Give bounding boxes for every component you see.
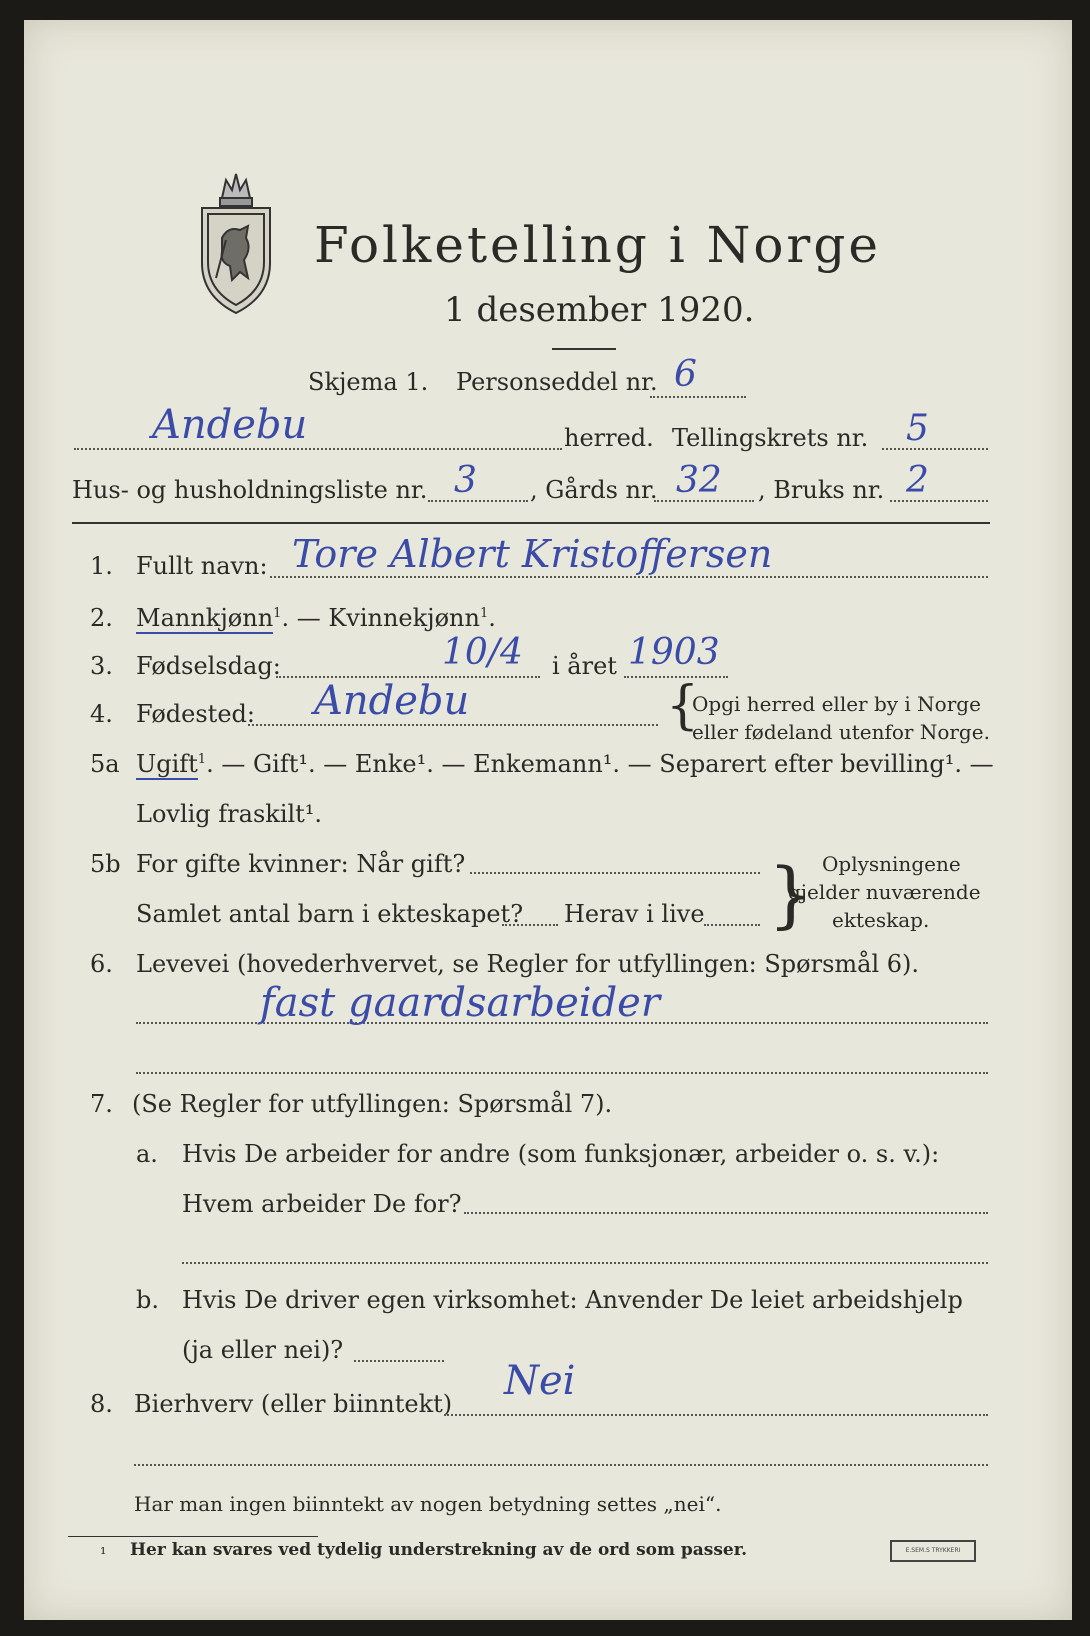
- q1-line: [270, 576, 988, 578]
- bruks-value[interactable]: 2: [906, 460, 929, 501]
- q1-label: Fullt navn:: [136, 552, 268, 580]
- occupation-value[interactable]: fast gaardsarbeider: [260, 980, 660, 1026]
- q5b-note2: gjelder nuværende: [788, 880, 981, 904]
- q5a-line2: Lovlig fraskilt¹.: [136, 800, 323, 828]
- q2-sex-options: Mannkjønn$^1$. — Kvinnekjønn$^1$.: [136, 604, 496, 632]
- q5a-options: Ugift$^1$. — Gift¹. — Enke¹. — Enkemann¹. — Separert efter bevilling¹. —: [136, 750, 994, 778]
- marital-options-rest: . — Gift¹. — Enke¹. — Enkemann¹. — Separert efter bevilling¹. —: [206, 750, 994, 778]
- q7b-line: [354, 1360, 444, 1362]
- q6-label: Levevei (hovederhvervet, se Regler for utfyllingen: Spørsmål 6).: [136, 950, 920, 978]
- header-rule: [72, 522, 990, 524]
- q7a-text: Hvis De arbeider for andre (som funksjonær, arbeider o. s. v.):: [182, 1140, 940, 1168]
- q7-label: (Se Regler for utfyllingen: Spørsmål 7).: [132, 1090, 613, 1118]
- sex-separator: . —: [281, 604, 329, 632]
- gards-value[interactable]: 32: [676, 460, 722, 501]
- birthday-value[interactable]: 10/4: [442, 632, 523, 673]
- q7b-question: (ja eller nei)?: [182, 1336, 344, 1364]
- q5a-number: 5a: [90, 750, 120, 778]
- q2-number: 2.: [90, 604, 113, 632]
- q4-label: Fødested:: [136, 700, 255, 728]
- q7b-text: Hvis De driver egen virksomhet: Anvender De leiet arbeidshjelp: [182, 1286, 963, 1314]
- q5b-number: 5b: [90, 850, 121, 878]
- q4-note-line1: Opgi herred eller by i Norge: [692, 692, 981, 716]
- q5b-note3: ekteskap.: [832, 908, 930, 932]
- tellingskrets-label: Tellingskrets nr.: [672, 424, 869, 452]
- tellingskrets-line: [882, 448, 988, 450]
- q5b-alive-label: Herav i live: [564, 900, 705, 928]
- q6-number: 6.: [90, 950, 113, 978]
- q8-line2: [134, 1464, 988, 1466]
- q4-brace: {: [666, 676, 700, 736]
- q5b-alive-line: [704, 924, 760, 926]
- q3-number: 3.: [90, 652, 113, 680]
- q5b-brace: }: [768, 852, 814, 936]
- q4-number: 4.: [90, 700, 113, 728]
- title-divider: [552, 348, 616, 350]
- printer-stamp: [890, 1540, 976, 1562]
- female-option[interactable]: Kvinnekjønn: [328, 604, 480, 632]
- q3-label: Fødselsdag:: [136, 652, 281, 680]
- coat-of-arms-icon: [192, 168, 280, 316]
- q5b-line1: For gifte kvinner: Når gift?: [136, 850, 466, 878]
- herred-value[interactable]: Andebu: [152, 402, 308, 448]
- q8-line: [444, 1414, 988, 1416]
- q7a-line2: [182, 1262, 988, 1264]
- form-title: Folketelling i Norge: [314, 216, 881, 274]
- q1-number: 1.: [90, 552, 113, 580]
- household-value[interactable]: 3: [454, 460, 477, 501]
- q7-number: 7.: [90, 1090, 113, 1118]
- bruks-line: [890, 500, 988, 502]
- personseddel-line: [650, 396, 746, 398]
- footer-rule: [68, 1536, 318, 1537]
- q5b-children-line: [502, 924, 558, 926]
- male-option[interactable]: Mannkjønn: [136, 604, 274, 632]
- q7a-question: Hvem arbeider De for?: [182, 1190, 462, 1218]
- q5b-children-label: Samlet antal barn i ekteskapet?: [136, 900, 524, 928]
- q7a-line: [464, 1212, 988, 1214]
- personseddel-value[interactable]: 6: [674, 354, 697, 395]
- birth-year-value[interactable]: 1903: [628, 632, 720, 673]
- household-label: Hus- og husholdningsliste nr.: [72, 476, 428, 504]
- herred-line: [74, 448, 562, 450]
- bruks-label: , Bruks nr.: [758, 476, 885, 504]
- herred-label: herred.: [564, 424, 654, 452]
- q6-line2: [136, 1072, 988, 1074]
- footnote-text: Her kan svares ved tydelig understrekning av de ord som passer.: [130, 1540, 748, 1560]
- full-name-value[interactable]: Tore Albert Kristoffersen: [292, 532, 773, 576]
- q8-label: Bierhverv (eller biinntekt): [134, 1390, 453, 1418]
- q4-note-line2: eller fødeland utenfor Norge.: [692, 720, 990, 744]
- household-line: [428, 500, 528, 502]
- gards-label: , Gårds nr.: [530, 476, 658, 504]
- q7a-letter: a.: [136, 1140, 158, 1168]
- tellingskrets-value[interactable]: 5: [906, 408, 929, 449]
- q5b-note1: Oplysningene: [822, 852, 961, 876]
- unmarried-option[interactable]: Ugift: [136, 750, 198, 778]
- birthplace-value[interactable]: Andebu: [314, 678, 470, 724]
- q3-year-label: i året: [552, 652, 617, 680]
- footer-note: Har man ingen biinntekt av nogen betydning settes „nei“.: [134, 1492, 722, 1516]
- personseddel-label: Personseddel nr.: [456, 368, 658, 396]
- schema-label: Skjema 1.: [308, 368, 429, 396]
- q8-number: 8.: [90, 1390, 113, 1418]
- side-income-value[interactable]: Nei: [504, 1358, 576, 1404]
- census-date: 1 desember 1920.: [444, 290, 755, 330]
- q5b-married-line: [470, 872, 760, 874]
- footnote-mark: ¹: [100, 1544, 107, 1563]
- q7b-letter: b.: [136, 1286, 159, 1314]
- census-form-sheet: [24, 20, 1072, 1620]
- printer-stamp-text: E.SEM.S TRYKKERI: [905, 1547, 961, 1554]
- q4-line: [248, 724, 658, 726]
